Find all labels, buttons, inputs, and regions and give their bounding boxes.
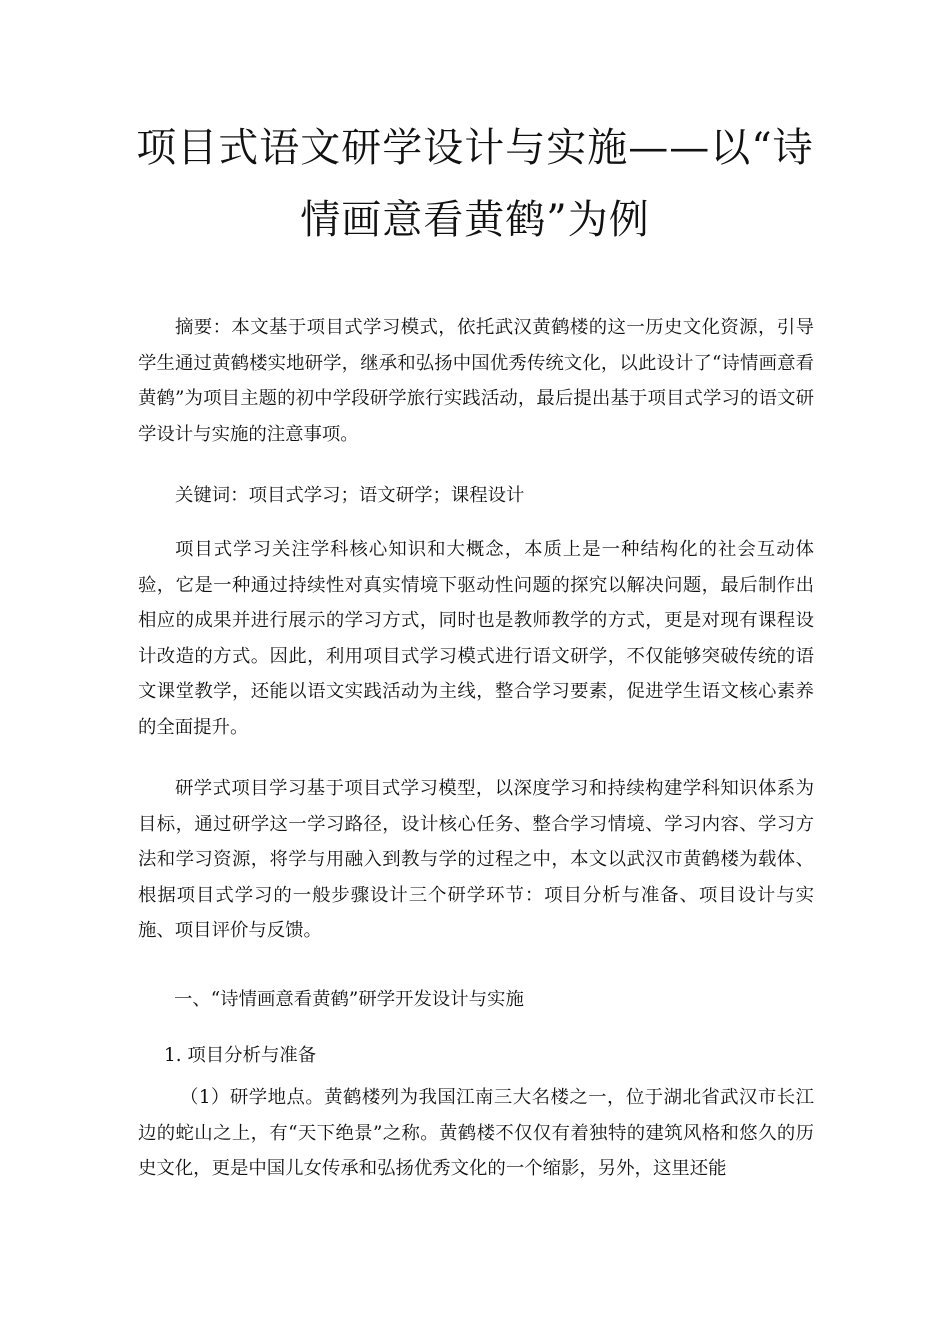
subsection-heading-1: 1. 项目分析与准备 <box>164 1045 317 1066</box>
document-title-line-1: 项目式语文研学设计与实施——以“诗 <box>136 125 814 171</box>
abstract-paragraph: 摘要：本文基于项目式学习模式，依托武汉黄鹤楼的这一历史文化资源，引导学生通过黄鹤楼实地研学，继承和弘扬中国优秀传统文化，以此设计了“诗情画意看黄鹤”为项目主题的初中学段研学旅行实践活动，最后提出基于项目式学习的语文研学设计与实施的注意事项。 <box>138 317 814 445</box>
keywords-paragraph: 关键词：项目式学习；语文研学；课程设计 <box>175 485 525 506</box>
research-paragraph: 研学式项目学习基于项目式学习模型，以深度学习和持续构建学科知识体系为目标，通过研学这一学习路径，设计核心任务、整合学习情境、学习内容、学习方法和学习资源，将学与用融入到教与学的过程之中，本文以武汉市黄鹤楼为载体、根据项目式学习的一般步骤设计三个研学环节：项目分析与准备、项目设计与实施、项目评价与反馈。 <box>138 778 814 941</box>
section-heading-1: 一、“诗情画意看黄鹤”研学开发设计与实施 <box>174 989 524 1010</box>
intro-paragraph: 项目式学习关注学科核心知识和大概念，本质上是一种结构化的社会互动体验，它是一种通过持续性对真实情境下驱动性问题的探究以解决问题，最后制作出相应的成果并进行展示的学习方式，同时也是教师教学的方式，更是对现有课程设计改造的方式。因此，利用项目式学习模式进行语文研学，不仅能够突破传统的语文课堂教学，还能以语文实践活动为主线，整合学习要素，促进学生语文核心素养的全面提升。 <box>138 539 814 738</box>
document-title-line-2: 情画意看黄鹤”为例 <box>300 197 650 243</box>
subsection-paragraph-1: （1）研学地点。黄鹤楼列为我国江南三大名楼之一，位于湖北省武汉市长江边的蛇山之上，有“天下绝景”之称。黄鹤楼不仅仅有着独特的建筑风格和悠久的历史文化，更是中国儿女传承和弘扬优秀文化的一个缩影，另外，这里还能 <box>138 1087 814 1179</box>
